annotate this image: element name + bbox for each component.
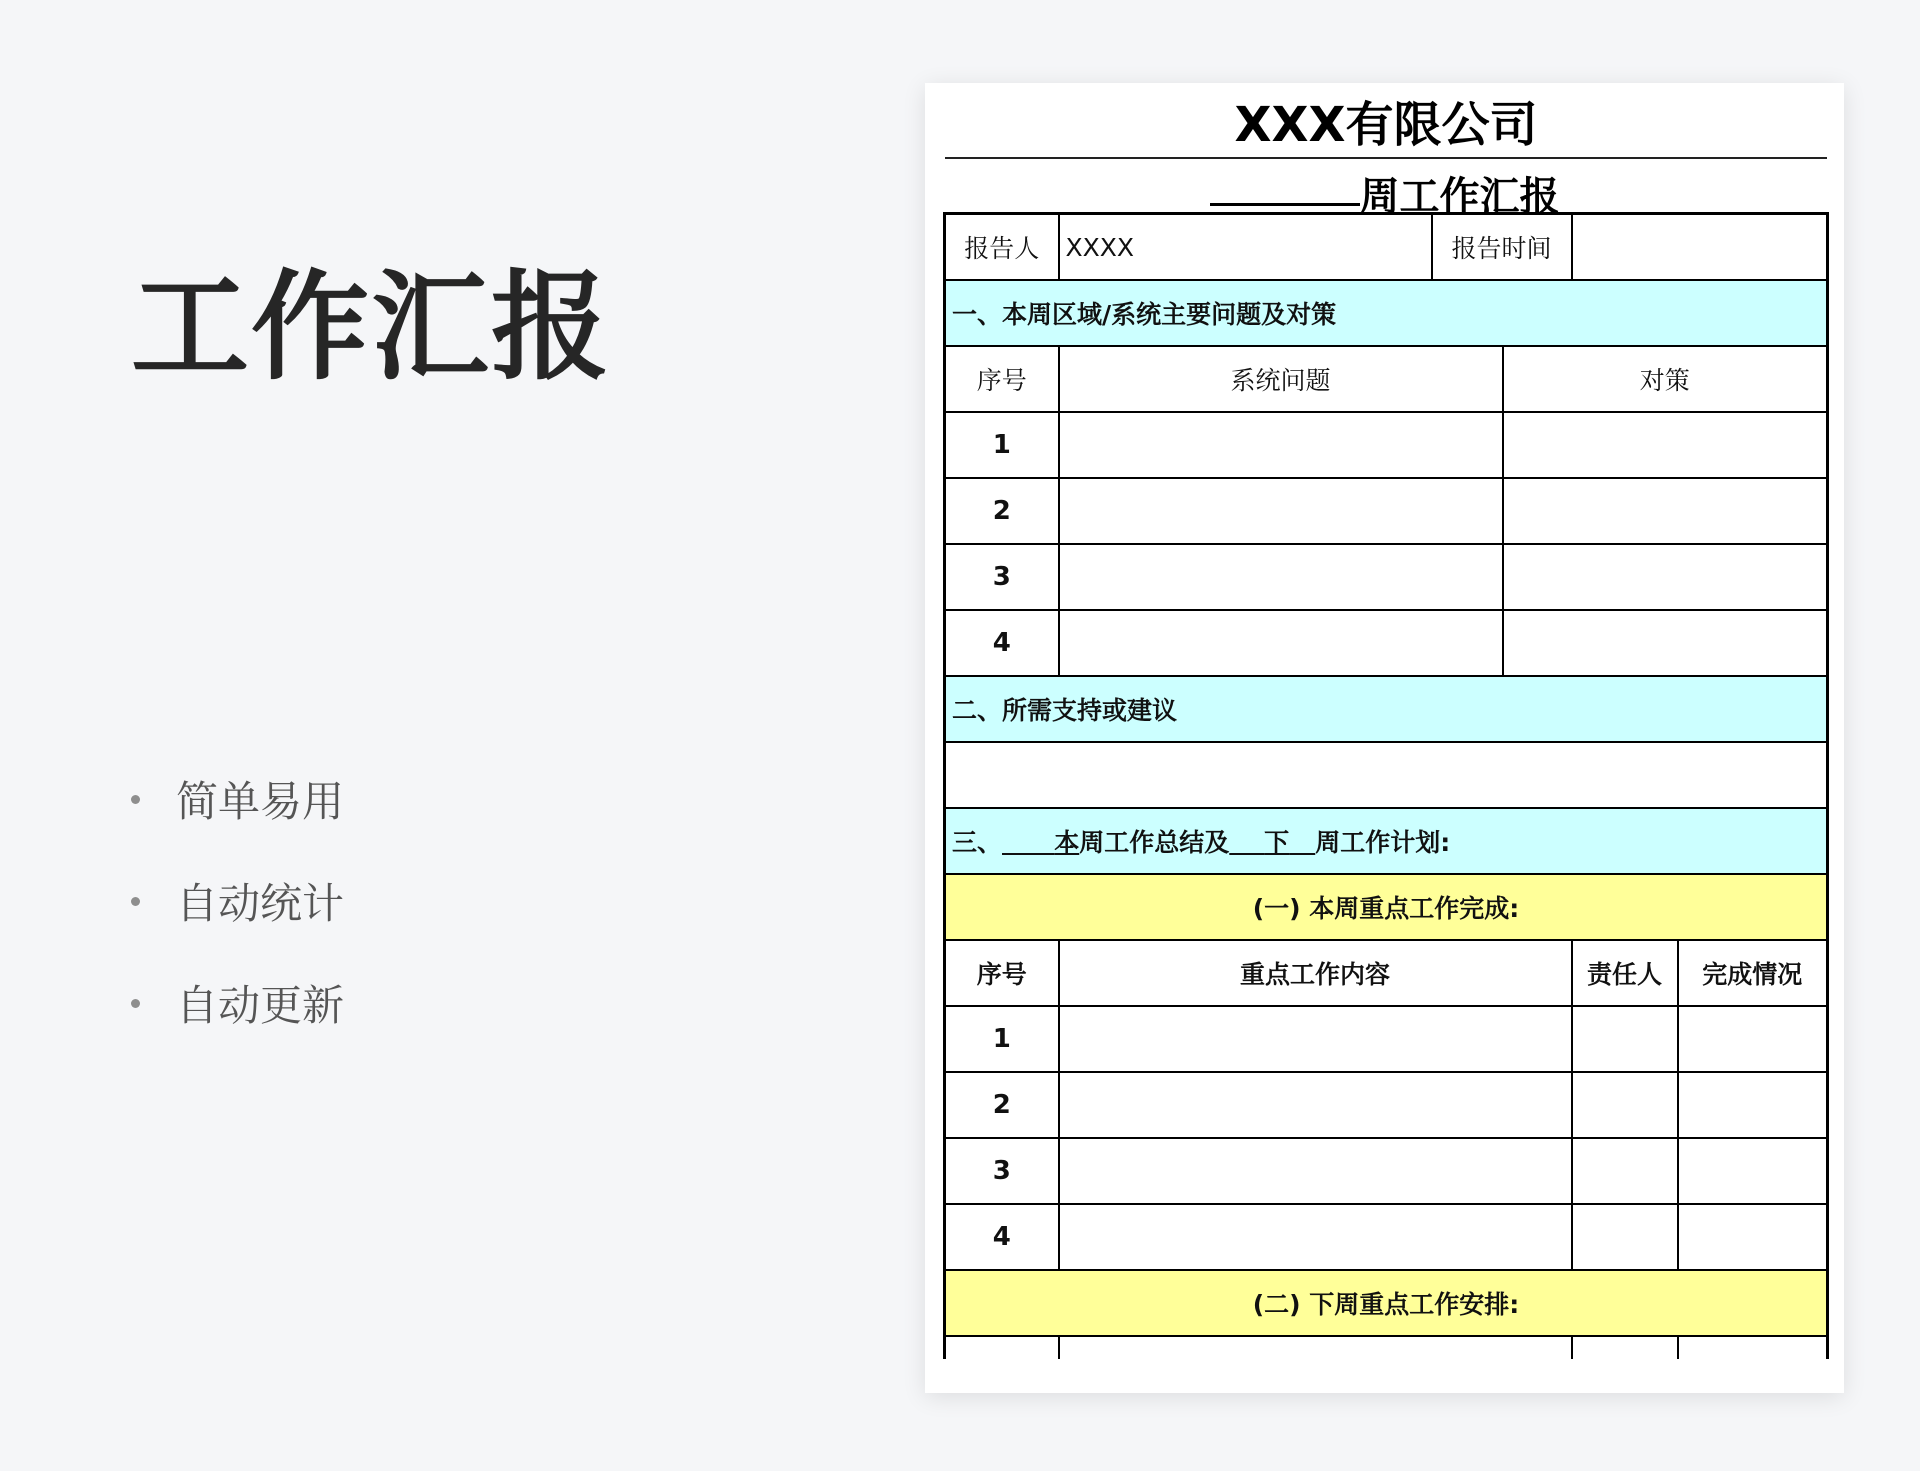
row-number: 3 <box>945 1138 1059 1204</box>
table-row <box>945 1072 1828 1138</box>
row-number: 1 <box>945 1006 1059 1072</box>
table-header-row <box>945 940 1828 1006</box>
table-cell <box>1503 544 1828 610</box>
section-header <box>945 676 1828 742</box>
report-subtitle-text: 周工作汇报 <box>1359 174 1560 220</box>
report-subtitle <box>925 165 1844 220</box>
table-cell <box>1678 1336 1828 1359</box>
table-cell <box>1572 1006 1678 1072</box>
table-cell <box>1572 1204 1678 1270</box>
feature-item <box>131 748 344 850</box>
table-cell <box>1059 1336 1572 1359</box>
table-cell <box>1059 1138 1572 1204</box>
company-name: XXX有限公司 <box>945 83 1827 159</box>
table-row <box>945 412 1828 478</box>
table-cell <box>1059 1204 1572 1270</box>
bullet-icon <box>131 795 140 804</box>
subsection-header <box>945 1270 1828 1336</box>
table-cell <box>1503 412 1828 478</box>
section3-this-word-text: 本 <box>1054 828 1080 857</box>
section3-this-word <box>1002 828 1079 857</box>
table-row <box>945 1336 1828 1359</box>
support-cell <box>945 742 1828 808</box>
feature-label: 自动统计 <box>176 879 345 928</box>
reporter-value: XXXX <box>1059 214 1432 281</box>
period-blank <box>1210 165 1360 206</box>
row-number: 2 <box>945 478 1059 544</box>
table-cell <box>1678 1072 1828 1138</box>
table-row <box>945 742 1828 808</box>
col-header: 系统问题 <box>1059 346 1503 412</box>
table-row <box>945 478 1828 544</box>
section3-suffix: 周工作计划: <box>1315 828 1451 857</box>
reporter-row <box>945 214 1828 281</box>
section3-next-word <box>1229 828 1315 857</box>
table-cell <box>1678 1204 1828 1270</box>
section3-next-word-text: 下 <box>1264 828 1290 857</box>
table-cell <box>945 1336 1059 1359</box>
table-cell <box>1059 1006 1572 1072</box>
table-cell <box>1678 1138 1828 1204</box>
col-header: 序号 <box>945 346 1059 412</box>
sub2-title: (二) 下周重点工作安排: <box>945 1270 1828 1336</box>
section3-title <box>945 808 1828 874</box>
report-sheet-preview <box>925 83 1844 1393</box>
feature-item <box>131 952 344 1054</box>
table-cell <box>1059 610 1503 676</box>
row-number: 1 <box>945 412 1059 478</box>
reporter-label: 报告人 <box>945 214 1059 281</box>
col-header: 完成情况 <box>1678 940 1828 1006</box>
feature-label: 简单易用 <box>176 777 345 826</box>
report-time-value <box>1572 214 1828 281</box>
report-time-label: 报告时间 <box>1432 214 1572 281</box>
table-cell <box>1503 610 1828 676</box>
row-number: 4 <box>945 1204 1059 1270</box>
table-cell <box>1503 478 1828 544</box>
table-row <box>945 1006 1828 1072</box>
feature-list <box>131 748 344 1054</box>
table-cell <box>1059 1072 1572 1138</box>
table-row <box>945 610 1828 676</box>
col-header: 重点工作内容 <box>1059 940 1572 1006</box>
page-title: 工作汇报 <box>131 258 612 396</box>
table-cell <box>1572 1138 1678 1204</box>
table-cell <box>1572 1072 1678 1138</box>
section3-prefix: 三、 <box>952 828 1003 857</box>
row-number: 4 <box>945 610 1059 676</box>
section-header <box>945 808 1828 874</box>
feature-label: 自动更新 <box>176 981 345 1030</box>
row-number: 3 <box>945 544 1059 610</box>
section3-mid: 周工作总结及 <box>1079 828 1230 857</box>
sub1-title: (一) 本周重点工作完成: <box>945 874 1828 940</box>
table-cell <box>1059 478 1503 544</box>
table-cell <box>1059 544 1503 610</box>
table-row <box>945 544 1828 610</box>
section-header <box>945 280 1828 346</box>
table-row <box>945 1138 1828 1204</box>
section1-title: 一、本周区域/系统主要问题及对策 <box>945 280 1828 346</box>
col-header: 序号 <box>945 940 1059 1006</box>
bullet-icon <box>131 897 140 906</box>
table-cell <box>1678 1006 1828 1072</box>
table-row <box>945 1204 1828 1270</box>
bullet-icon <box>131 999 140 1008</box>
row-number: 2 <box>945 1072 1059 1138</box>
col-header: 责任人 <box>1572 940 1678 1006</box>
table-header-row <box>945 346 1828 412</box>
section2-title: 二、所需支持或建议 <box>945 676 1828 742</box>
table-cell <box>1059 412 1503 478</box>
col-header: 对策 <box>1503 346 1828 412</box>
subsection-header <box>945 874 1828 940</box>
feature-item <box>131 850 344 952</box>
table-cell <box>1572 1336 1678 1359</box>
report-table <box>943 212 1829 1359</box>
